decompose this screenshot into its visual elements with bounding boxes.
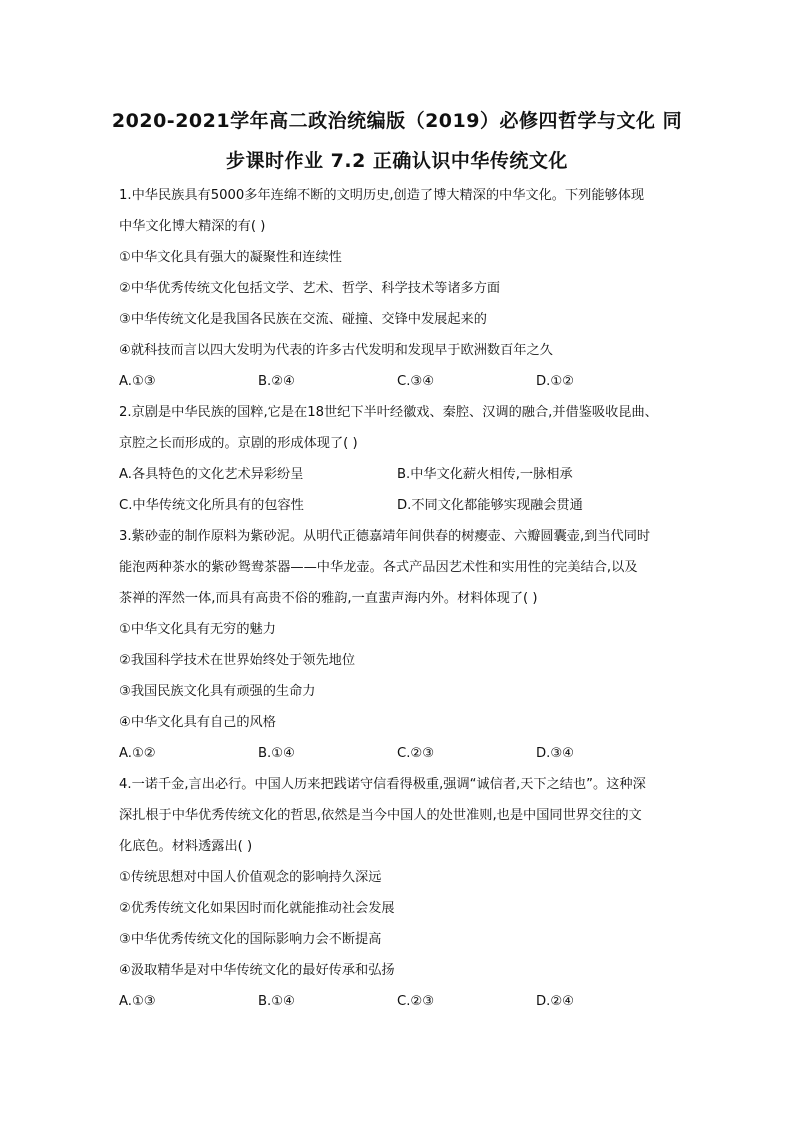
question-stem-line: 化底色。材料透露出( ) bbox=[119, 839, 253, 854]
question-stem-line: 中华文化博大精深的有( ) bbox=[119, 219, 266, 234]
statement-item: ③中华传统文化是我国各民族在交流、碰撞、交锋中发展起来的 bbox=[119, 312, 487, 327]
statement-item: ④中华文化具有自己的风格 bbox=[119, 715, 276, 730]
question-list bbox=[119, 186, 681, 1023]
option-c: C.③④ bbox=[397, 374, 435, 389]
answer-options bbox=[119, 744, 681, 775]
question-stem-line: 2.京剧是中华民族的国粹,它是在18世纪下半叶经徽戏、秦腔、汉调的融合,并借鉴吸收昆曲、 bbox=[119, 405, 658, 420]
statement-item: ①中华文化具有无穷的魅力 bbox=[119, 622, 276, 637]
option-a: A.各具特色的文化艺术异彩纷呈 bbox=[119, 467, 304, 482]
option-c: C.②③ bbox=[397, 746, 435, 761]
option-a: A.①③ bbox=[119, 994, 156, 1009]
option-b: B.②④ bbox=[258, 374, 295, 389]
statement-item: ②我国科学技术在世界始终处于领先地位 bbox=[119, 653, 356, 668]
question-2 bbox=[119, 403, 681, 527]
option-d: D.不同文化都能够实现融会贯通 bbox=[397, 498, 583, 513]
page-title-line-1: 2020-2021学年高二政治统编版（2019）必修四哲学与文化 同 bbox=[111, 110, 683, 132]
statement-item: ①传统思想对中国人价值观念的影响持久深远 bbox=[119, 870, 382, 885]
statement-item: ①中华文化具有强大的凝聚性和连续性 bbox=[119, 250, 342, 265]
option-b: B.①④ bbox=[258, 746, 295, 761]
option-d: D.③④ bbox=[536, 746, 574, 761]
statement-item: ④就科技而言以四大发明为代表的许多古代发明和发现早于欧洲数百年之久 bbox=[119, 343, 553, 358]
statement-item: ③我国民族文化具有顽强的生命力 bbox=[119, 684, 316, 699]
option-a: A.①③ bbox=[119, 374, 156, 389]
question-3 bbox=[119, 527, 681, 775]
option-c: C.中华传统文化所具有的包容性 bbox=[119, 498, 304, 513]
question-stem-line: 能泡两种茶水的紫砂鸳鸯茶器——中华龙壶。各式产品因艺术性和实用性的完美结合,以及 bbox=[119, 560, 638, 575]
question-stem-line: 3.紫砂壶的制作原料为紫砂泥。从明代正德嘉靖年间供春的树瘿壶、六瓣圆囊壶,到当代同时 bbox=[119, 529, 651, 544]
question-stem-line: 深扎根于中华优秀传统文化的哲思,依然是当今中国人的处世准则,也是中国同世界交往的文 bbox=[119, 808, 642, 823]
statement-item: ③中华优秀传统文化的国际影响力会不断提高 bbox=[119, 932, 382, 947]
answer-options bbox=[119, 465, 681, 496]
statement-item: ②优秀传统文化如果因时而化就能推动社会发展 bbox=[119, 901, 395, 916]
question-4 bbox=[119, 775, 681, 1023]
option-b: B.中华文化薪火相传,一脉相承 bbox=[397, 467, 573, 482]
question-stem-line: 茶禅的浑然一体,而具有高贵不俗的雅韵,一直蜚声海内外。材料体现了( ) bbox=[119, 591, 538, 606]
answer-options bbox=[119, 372, 681, 403]
option-d: D.②④ bbox=[536, 994, 574, 1009]
question-stem-line: 京腔之长而形成的。京剧的形成体现了( ) bbox=[119, 436, 358, 451]
answer-options bbox=[119, 496, 681, 527]
option-b: B.①④ bbox=[258, 994, 295, 1009]
option-d: D.①② bbox=[536, 374, 574, 389]
question-stem-line: 4.一诺千金,言出必行。中国人历来把践诺守信看得极重,强调“诚信者,天下之结也”。这种深 bbox=[119, 777, 646, 792]
option-a: A.①② bbox=[119, 746, 156, 761]
option-c: C.②③ bbox=[397, 994, 435, 1009]
question-1 bbox=[119, 186, 681, 403]
answer-options bbox=[119, 992, 681, 1023]
statement-item: ②中华优秀传统文化包括文学、艺术、哲学、科学技术等诸多方面 bbox=[119, 281, 501, 296]
page-title-line-2: 步课时作业 7.2 正确认识中华传统文化 bbox=[226, 150, 568, 172]
statement-item: ④汲取精华是对中华传统文化的最好传承和弘扬 bbox=[119, 963, 395, 978]
question-stem-line: 1.中华民族具有5000多年连绵不断的文明历史,创造了博大精深的中华文化。下列能够体现 bbox=[119, 188, 645, 203]
